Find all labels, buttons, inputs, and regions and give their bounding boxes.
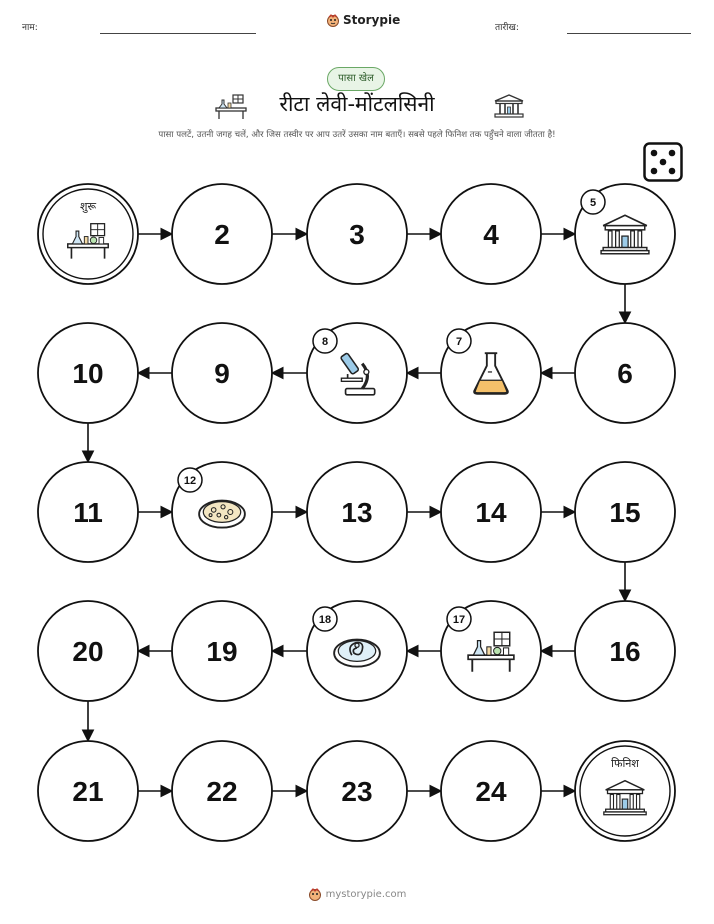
footer-url: mystorypie.com <box>325 888 407 900</box>
board-space <box>38 462 138 562</box>
space-number: 24 <box>475 776 507 807</box>
space-number-badge: 18 <box>318 614 332 626</box>
space-number: 14 <box>475 497 507 528</box>
embryo-dish-icon <box>334 640 380 667</box>
space-number: 21 <box>72 776 104 807</box>
board-space <box>441 323 541 423</box>
space-number-badge: 7 <box>455 336 463 348</box>
space-number: 4 <box>483 219 499 250</box>
space-number-badge: 17 <box>452 614 466 626</box>
board-space <box>38 323 138 423</box>
space-number: 22 <box>206 776 238 807</box>
space-number: 19 <box>206 636 238 667</box>
name-label: नाम: <box>22 23 38 33</box>
date-label: तारीख: <box>495 23 519 33</box>
board-space <box>38 601 138 701</box>
board-space <box>307 741 407 841</box>
board-space <box>307 323 407 423</box>
board-space <box>441 184 541 284</box>
board-space <box>38 741 138 841</box>
space-number: 11 <box>73 497 103 528</box>
board-space <box>575 323 675 423</box>
board-space <box>441 601 541 701</box>
board-space <box>172 601 272 701</box>
start-space <box>38 184 138 284</box>
board-space <box>441 462 541 562</box>
finish-space <box>575 741 675 841</box>
space-number: 2 <box>214 219 230 250</box>
petri-dish-icon <box>199 501 245 528</box>
pie-mascot-icon <box>308 887 322 901</box>
space-number: 9 <box>214 358 230 389</box>
board-space <box>441 741 541 841</box>
space-number: 15 <box>609 497 641 528</box>
board-space <box>575 601 675 701</box>
board-space <box>575 184 675 284</box>
board-space <box>172 462 272 562</box>
board-space <box>307 601 407 701</box>
board-space <box>172 741 272 841</box>
board-space <box>172 323 272 423</box>
space-number: 16 <box>609 636 641 667</box>
space-number: 13 <box>341 497 373 528</box>
page-title: रीटा लेवी-मोंटलसिनी <box>279 92 435 116</box>
board-space <box>172 184 272 284</box>
space-number: 3 <box>349 219 365 250</box>
board-spaces <box>38 184 675 841</box>
brand-name: Storypie <box>343 13 401 27</box>
finish-label: फिनिश <box>611 757 639 770</box>
space-number-badge: 5 <box>589 197 597 209</box>
space-number: 23 <box>341 776 373 807</box>
board-space <box>307 462 407 562</box>
space-number-badge: 12 <box>183 475 197 487</box>
space-number-badge: 8 <box>321 336 329 348</box>
space-number: 20 <box>72 636 104 667</box>
board-space <box>575 462 675 562</box>
space-number: 6 <box>617 358 633 389</box>
start-label: शुरू <box>79 200 97 213</box>
space-number: 10 <box>72 358 104 389</box>
game-type-badge: पासा खेल <box>327 67 385 91</box>
footer <box>0 887 714 901</box>
instructions: पासा पलटें, उतनी जगह चलें, और जिस तस्वीर पर आप उतरें उसका नाम बताएँ। सबसे पहले फिनिश तक पहुँचने वाला जीतता है! <box>158 130 556 140</box>
board-space <box>307 184 407 284</box>
